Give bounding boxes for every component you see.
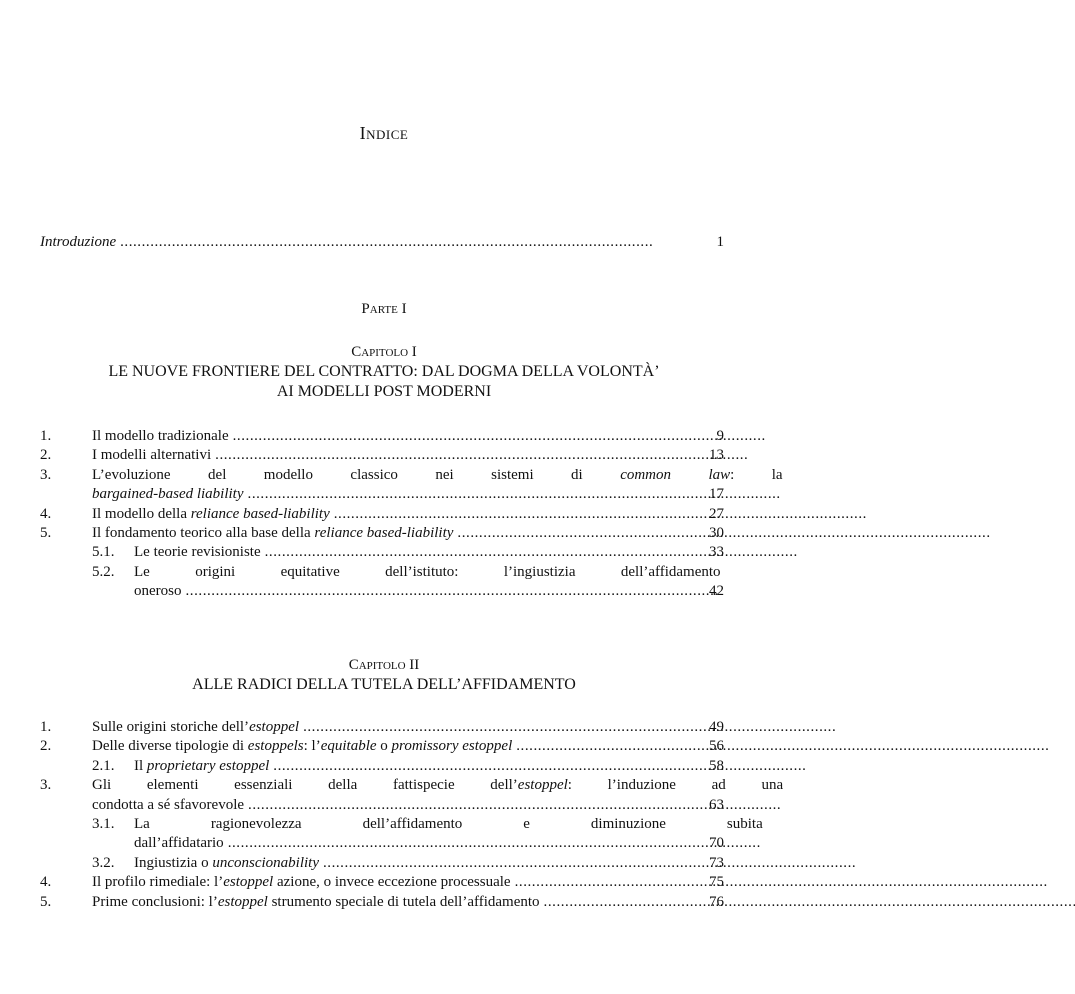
chapter-title-line-1: LE NUOVE FRONTIERE DEL CONTRATTO: DAL DOGMA DELLA VOLONTÀ’ <box>108 363 660 380</box>
entry-title: Il modello della reliance based-liability <box>92 505 330 522</box>
entry-title-line-1: L’evoluzione del modello classico nei sistemi di common law: la <box>92 466 783 483</box>
leader-dots <box>334 505 865 524</box>
leader-dots <box>515 873 1046 892</box>
page-number: 75 <box>709 874 724 891</box>
page-number: 33 <box>709 544 724 561</box>
entry-number: 5.1. <box>92 544 115 561</box>
chapter-heading-2 <box>0 655 768 695</box>
entry-title-line-2: condotta a sé sfavorevole <box>92 796 245 813</box>
page-number: 73 <box>709 854 724 871</box>
entry-title-line-2: dall’affidatario <box>134 835 224 852</box>
part-heading: Parte I <box>361 301 407 317</box>
leader-dots <box>186 582 717 601</box>
entry-title: Le teorie revisioniste <box>134 544 261 561</box>
page-number: 27 <box>709 505 724 522</box>
entry-number: 2.1. <box>92 757 115 774</box>
toc-entry[interactable] <box>40 466 783 505</box>
entry-number: 3. <box>40 777 52 794</box>
entry-title: Il profilo rimediale: l’estoppel azione, o invece eccezione processuale <box>92 874 511 891</box>
entry-title: Delle diverse tipologie di estoppels: l’equitable o promissory estoppel <box>92 738 513 755</box>
page-number: 49 <box>709 719 724 735</box>
toc-entry[interactable] <box>40 718 724 737</box>
leader-dots <box>323 854 854 873</box>
toc-entry[interactable] <box>40 873 724 892</box>
page-number: 13 <box>709 447 724 464</box>
toc-subentry[interactable] <box>40 815 763 854</box>
chapter-2-entries <box>40 718 784 912</box>
leader-dots <box>120 234 680 251</box>
leader-dots <box>228 834 759 853</box>
entry-number: 1. <box>40 428 52 444</box>
toc-entry[interactable] <box>40 737 724 756</box>
toc-entry[interactable] <box>40 893 724 912</box>
page-number: 58 <box>709 757 724 774</box>
leader-dots <box>303 718 834 737</box>
entry-title: Prime conclusioni: l’estoppel strumento speciale di tutela dell’affidamento <box>92 893 540 910</box>
leader-dots <box>273 757 804 776</box>
entry-title: Sulle origini storiche dell’estoppel <box>92 719 300 735</box>
entry-number: 2. <box>40 738 52 755</box>
chapter-heading-1 <box>0 342 768 402</box>
toc-entry[interactable] <box>40 446 724 465</box>
page-number: 9 <box>716 428 724 444</box>
leader-dots <box>215 446 746 465</box>
leader-dots <box>544 893 1075 912</box>
entry-number: 5. <box>40 893 52 910</box>
page-title: Indice <box>359 123 409 143</box>
entry-title: Il proprietary estoppel <box>134 757 270 774</box>
leader-dots <box>516 737 1047 756</box>
toc-subentry[interactable] <box>40 757 724 776</box>
entry-number: 3.1. <box>92 816 115 833</box>
entry-title: I modelli alternativi <box>92 447 212 464</box>
entry-number: 2. <box>40 447 52 464</box>
entry-title-line-2: bargained-based liability <box>92 486 244 503</box>
page-number: 70 <box>709 835 724 852</box>
entry-number: 3.2. <box>92 854 115 871</box>
toc-entry[interactable] <box>40 427 724 446</box>
page-number: 30 <box>709 525 724 542</box>
page-number: 63 <box>709 796 724 813</box>
chapter-label: Capitolo II <box>348 657 420 673</box>
page-number: 42 <box>709 583 724 600</box>
entry-number: 1. <box>40 719 52 735</box>
entry-title-line-2: oneroso <box>134 583 182 600</box>
entry-title-line-1: Gli elementi essenziali della fattispecie dell’estoppel: l’induzione ad una <box>92 777 784 794</box>
toc-subentry[interactable] <box>40 543 724 562</box>
chapter-title-line-2: AI MODELLI POST MODERNI <box>276 383 492 400</box>
entry-title: Ingiustizia o unconscionability <box>134 854 319 871</box>
entry-title: Il fondamento teorico alla base della reliance based-liability <box>92 525 454 542</box>
entry-number: 5. <box>40 525 52 542</box>
entry-number: 4. <box>40 505 52 522</box>
toc-entry-introduction[interactable] <box>40 234 724 254</box>
toc-subentry[interactable] <box>40 854 724 873</box>
entry-title-line-1: La ragionevolezza dell’affidamento e diminuzione subita <box>134 816 763 833</box>
entry-title-line-1: Le origini equitative dell’istituto: l’ingiustizia dell’affidamento <box>134 563 721 580</box>
page-number: 17 <box>709 486 724 503</box>
chapter-label: Capitolo I <box>351 344 417 360</box>
entry-number: 3. <box>40 466 52 483</box>
toc-subentry[interactable] <box>40 563 724 602</box>
toc-entry[interactable] <box>40 505 724 524</box>
toc-entry[interactable] <box>40 524 724 543</box>
entry-number: 4. <box>40 874 52 891</box>
entry-title: Introduzione <box>40 234 117 250</box>
page-number: 56 <box>709 738 724 755</box>
entry-number: 5.2. <box>92 563 115 580</box>
entry-title: Il modello tradizionale <box>92 428 229 444</box>
chapter-1-entries <box>40 427 783 602</box>
toc-entry[interactable] <box>40 776 784 815</box>
chapter-title-line-1: ALLE RADICI DELLA TUTELA DELL’AFFIDAMENTO <box>192 676 576 693</box>
page-number: 76 <box>709 893 724 910</box>
page-number: 1 <box>716 234 724 250</box>
